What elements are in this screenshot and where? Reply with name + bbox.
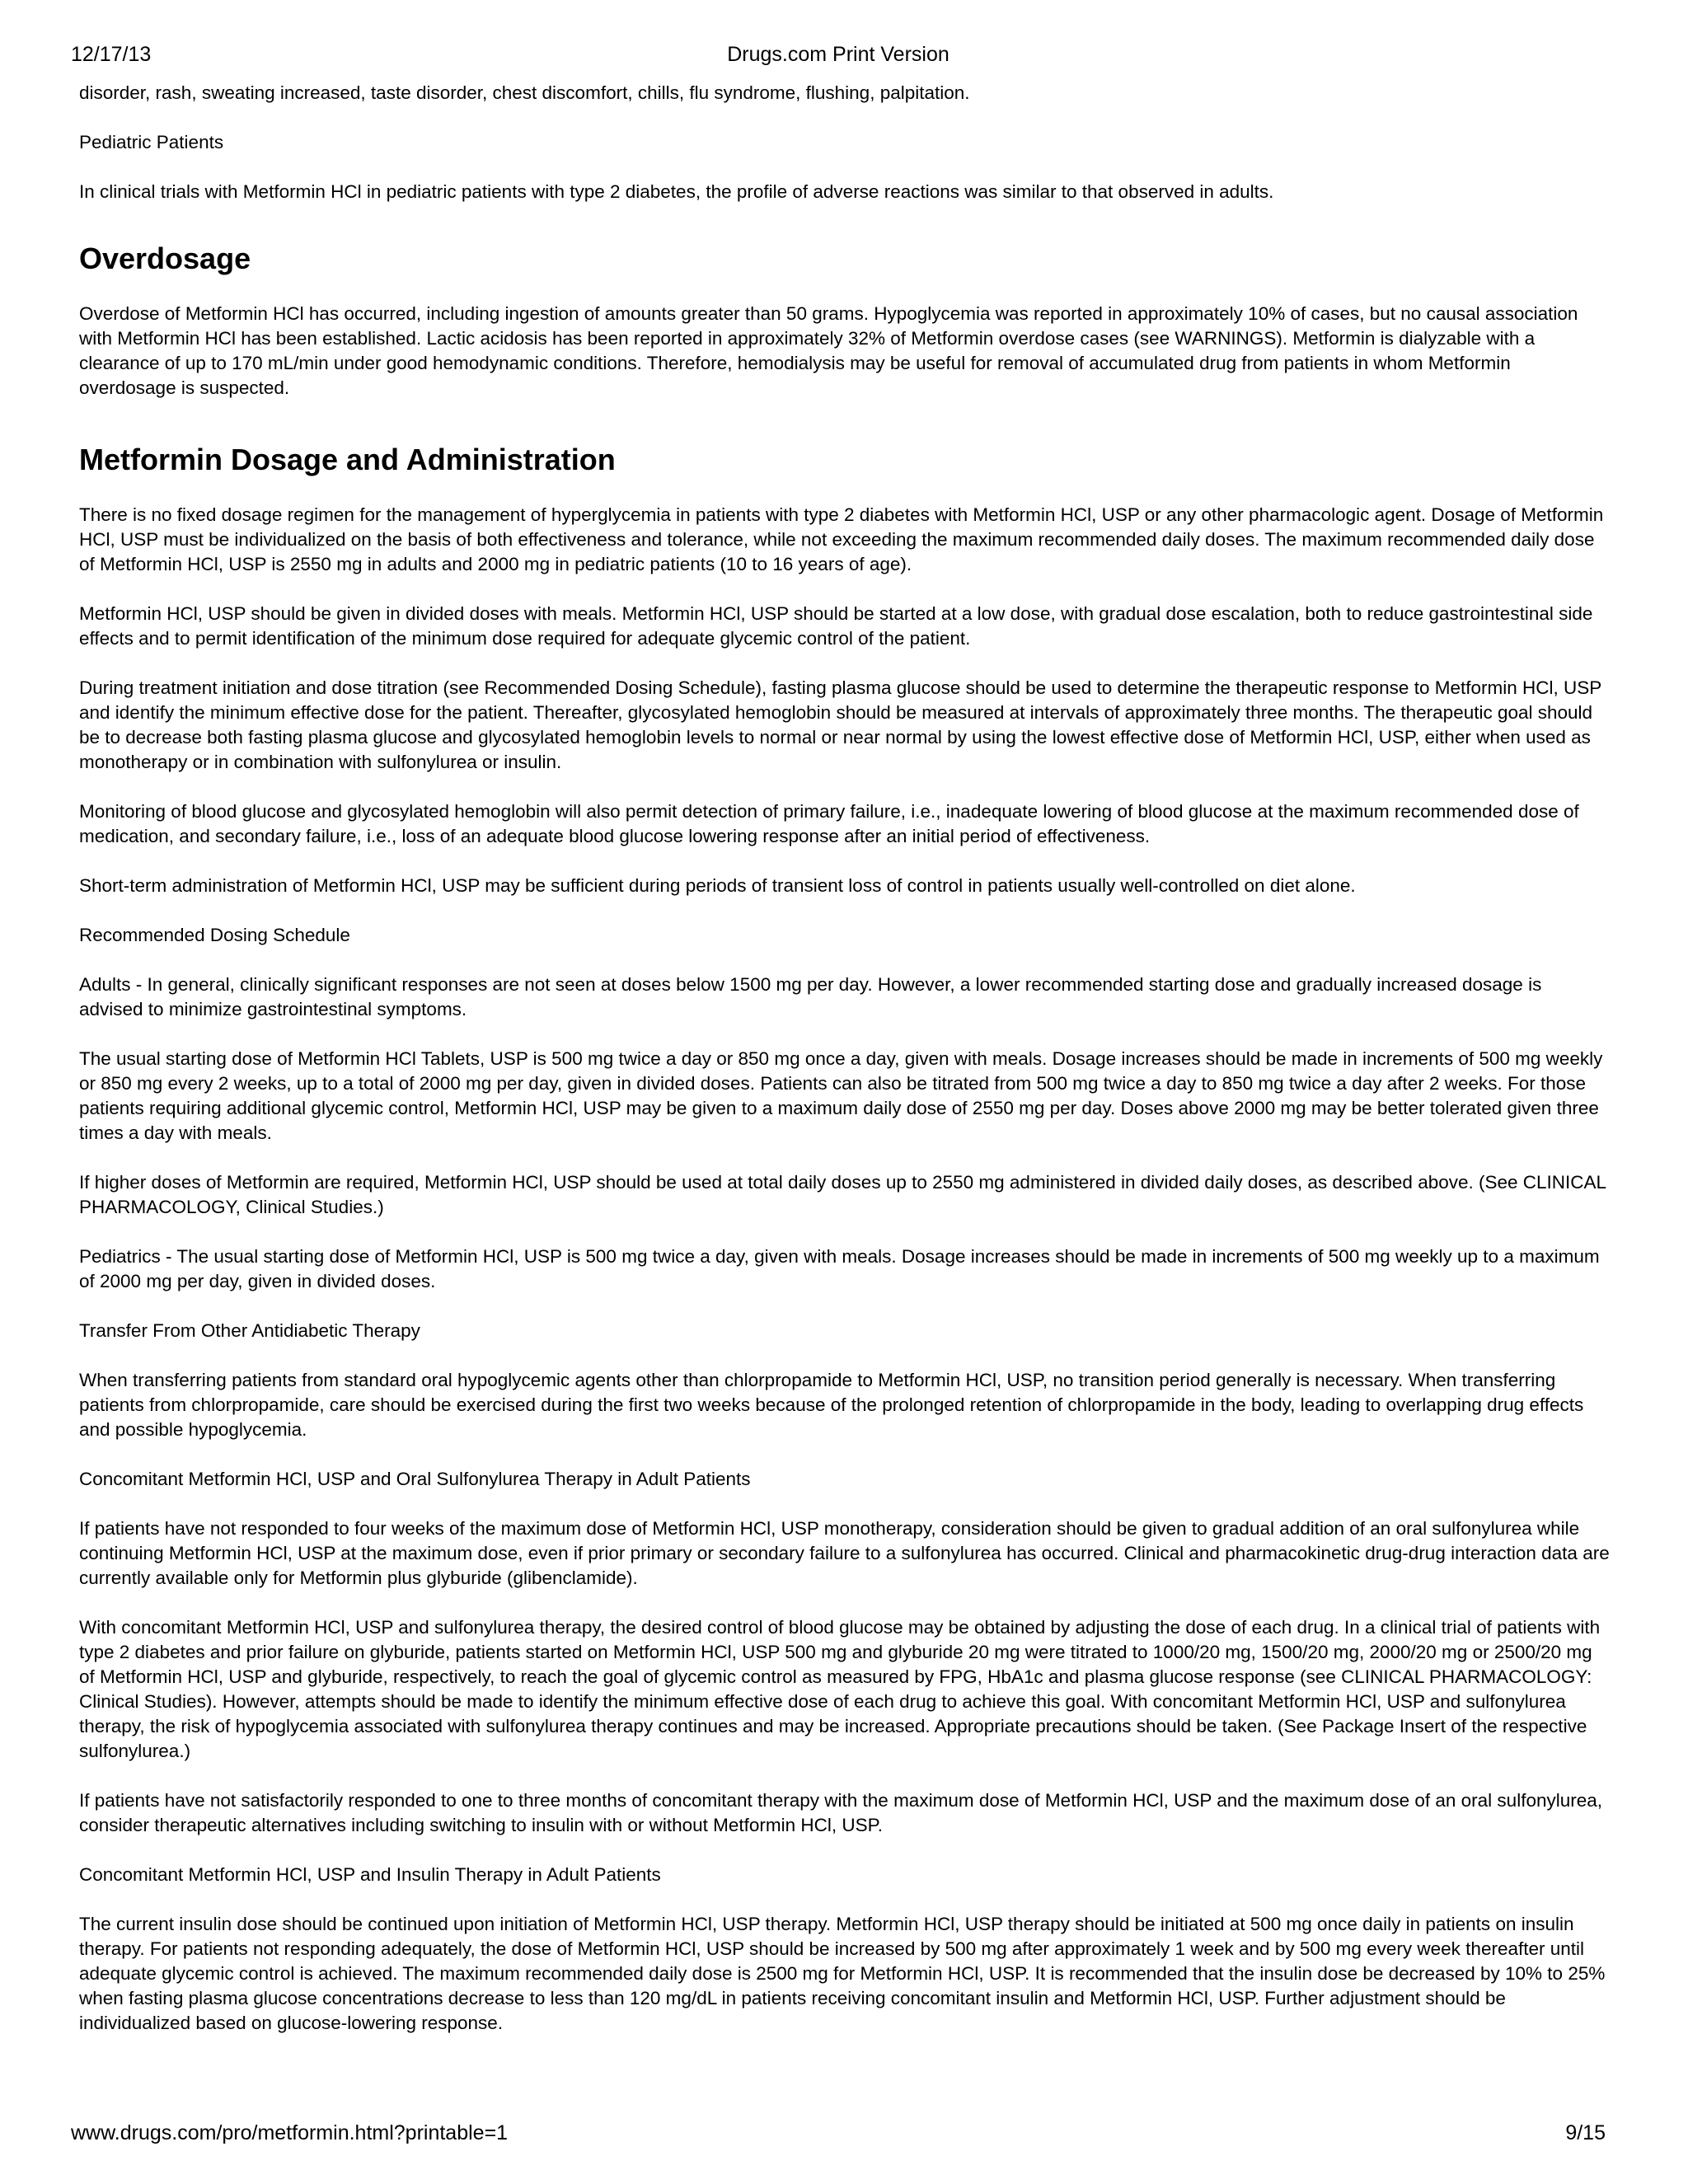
paragraph: During treatment initiation and dose titration (see Recommended Dosing Schedule), fasting plasma glucose should be used to determine the therapeutic response to Metformin HCl, USP and identify the minimum effective dose for the patient. Thereafter, glycosylated hemoglobin should be measured at intervals of approximately three months. The therapeutic goal should be to decrease both fasting plasma glucose and glycosylated hemoglobin levels to normal or near normal by using the lowest effective dose of Metformin HCl, USP, either when used as monotherapy or in combination with sulfonylurea or insulin. <box>79 677 1601 772</box>
subheading-insulin-therapy: Concomitant Metformin HCl, USP and Insulin Therapy in Adult Patients <box>79 1864 661 1885</box>
paragraph: Metformin HCl, USP should be given in divided doses with meals. Metformin HCl, USP should be started at a low dose, with gradual dose escalation, both to reduce gastrointestinal side effects and to permit identification of the minimum dose required for adequate glycemic control of the patient. <box>79 603 1593 649</box>
page-url: www.drugs.com/pro/metformin.html?printable=1 <box>71 2121 509 2144</box>
print-date: 12/17/13 <box>71 43 152 66</box>
page-number: 9/15 <box>1565 2121 1606 2144</box>
subheading-transfer-therapy: Transfer From Other Antidiabetic Therapy <box>79 1320 420 1341</box>
paragraph: The usual starting dose of Metformin HCl Tablets, USP is 500 mg twice a day or 850 mg once a day, given with meals. Dosage increases should be made in increments of 500 mg weekly or 850 mg every 2 weeks, up to a total of 2000 mg per day, given in divided doses. Patients can also be titrated from 500 mg twice a day to 850 mg twice a day after 2 weeks. For those patients requiring additional glycemic control, Metformin HCl, USP may be given to a maximum daily dose of 2550 mg per day. Doses above 2000 mg may be better tolerated given three times a day with meals. <box>79 1048 1603 1143</box>
print-header <box>71 43 1606 71</box>
paragraph: Overdose of Metformin HCl has occurred, including ingestion of amounts greater than 50 grams. Hypoglycemia was reported in approximately 10% of cases, but no causal association with Metformin HCl has been established. Lactic acidosis has been reported in approximately 32% of Metformin overdose cases (see WARNINGS). Metformin is dialyzable with a clearance of up to 170 mL/min under good hemodynamic conditions. Therefore, hemodialysis may be useful for removal of accumulated drug from patients in whom Metformin overdosage is suspected. <box>79 303 1578 398</box>
subheading-pediatric-patients: Pediatric Patients <box>79 132 224 152</box>
paragraph: If higher doses of Metformin are required, Metformin HCl, USP should be used at total daily doses up to 2550 mg administered in divided daily doses, as described above. (See CLINICAL PHARMACOLOGY, Clinical Studies.) <box>79 1172 1606 1217</box>
print-title: Drugs.com Print Version <box>727 43 950 66</box>
paragraph: Pediatrics - The usual starting dose of Metformin HCl, USP is 500 mg twice a day, given with meals. Dosage increases should be made in increments of 500 mg weekly up to a maximum of 2000 mg per day, given in divided doses. <box>79 1246 1600 1291</box>
paragraph: disorder, rash, sweating increased, taste disorder, chest discomfort, chills, flu syndrome, flushing, palpitation. <box>79 82 970 103</box>
paragraph: When transferring patients from standard oral hypoglycemic agents other than chlorpropamide to Metformin HCl, USP, no transition period generally is necessary. When transferring patients from chlorpropamide, care should be exercised during the first two weeks because of the prolonged retention of chlorpropamide in the body, leading to overlapping drug effects and possible hypoglycemia. <box>79 1370 1584 1440</box>
paragraph: In clinical trials with Metformin HCl in pediatric patients with type 2 diabetes, the profile of adverse reactions was similar to that observed in adults. <box>79 181 1274 202</box>
paragraph: Monitoring of blood glucose and glycosylated hemoglobin will also permit detection of primary failure, i.e., inadequate lowering of blood glucose at the maximum recommended dose of medication, and secondary failure, i.e., loss of an adequate blood glucose lowering response after an initial period of effectiveness. <box>79 801 1579 846</box>
paragraph: If patients have not satisfactorily responded to one to three months of concomitant therapy with the maximum dose of Metformin HCl, USP and the maximum dose of an oral sulfonylurea, consider therapeutic alternatives including switching to insulin with or without Metformin HCl, USP. <box>79 1790 1603 1835</box>
paragraph: Short-term administration of Metformin HCl, USP may be sufficient during periods of transient loss of control in patients usually well-controlled on diet alone. <box>79 875 1356 896</box>
subheading-sulfonylurea-therapy: Concomitant Metformin HCl, USP and Oral Sulfonylurea Therapy in Adult Patients <box>79 1469 751 1489</box>
paragraph: There is no fixed dosage regimen for the management of hyperglycemia in patients with type 2 diabetes with Metformin HCl, USP or any other pharmacologic agent. Dosage of Metformin HCl, USP must be individualized on the basis of both effectiveness and tolerance, while not exceeding the maximum recommended daily doses. The maximum recommended daily dose of Metformin HCl, USP is 2550 mg in adults and 2000 mg in pediatric patients (10 to 16 years of age). <box>79 504 1604 574</box>
document-body <box>79 81 1611 2060</box>
subheading-recommended-dosing-schedule: Recommended Dosing Schedule <box>79 925 350 945</box>
section-heading-dosage: Metformin Dosage and Administration <box>79 443 616 476</box>
paragraph: The current insulin dose should be continued upon initiation of Metformin HCl, USP therapy. Metformin HCl, USP therapy should be initiated at 500 mg once daily in patients on insulin therapy. For patients not responding adequately, the dose of Metformin HCl, USP should be increased by 500 mg after approximately 1 week and by 500 mg every week thereafter until adequate glycemic control is achieved. The maximum recommended daily dose is 2500 mg for Metformin HCl, USP. It is recommended that the insulin dose be decreased by 10% to 25% when fasting plasma glucose concentrations decrease to less than 120 mg/dL in patients receiving concomitant insulin and Metformin HCl, USP. Further adjustment should be individualized based on glucose-lowering response. <box>79 1914 1606 2033</box>
paragraph: If patients have not responded to four weeks of the maximum dose of Metformin HCl, USP monotherapy, consideration should be given to gradual addition of an oral sulfonylurea while continuing Metformin HCl, USP at the maximum dose, even if prior primary or secondary failure to a sulfonylurea has occurred. Clinical and pharmacokinetic drug-drug interaction data are currently available only for Metformin plus glyburide (glibenclamide). <box>79 1518 1610 1588</box>
print-footer <box>71 2121 1606 2149</box>
paragraph: Adults - In general, clinically significant responses are not seen at doses below 1500 mg per day. However, a lower recommended starting dose and gradually increased dosage is advised to minimize gastrointestinal symptoms. <box>79 974 1542 1019</box>
paragraph: With concomitant Metformin HCl, USP and sulfonylurea therapy, the desired control of blood glucose may be obtained by adjusting the dose of each drug. In a clinical trial of patients with type 2 diabetes and prior failure on glyburide, patients started on Metformin HCl, USP 500 mg and glyburide 20 mg were titrated to 1000/20 mg, 1500/20 mg, 2000/20 mg or 2500/20 mg of Metformin HCl, USP and glyburide, respectively, to reach the goal of glycemic control as measured by FPG, HbA1c and plasma glucose response (see CLINICAL PHARMACOLOGY: Clinical Studies). However, attempts should be made to identify the minimum effective dose of each drug to achieve this goal. With concomitant Metformin HCl, USP and sulfonylurea therapy, the risk of hypoglycemia associated with sulfonylurea therapy continues and may be increased. Appropriate precautions should be taken. (See Package Insert of the respective sulfonylurea.) <box>79 1617 1601 1761</box>
section-heading-overdosage: Overdosage <box>79 241 251 275</box>
